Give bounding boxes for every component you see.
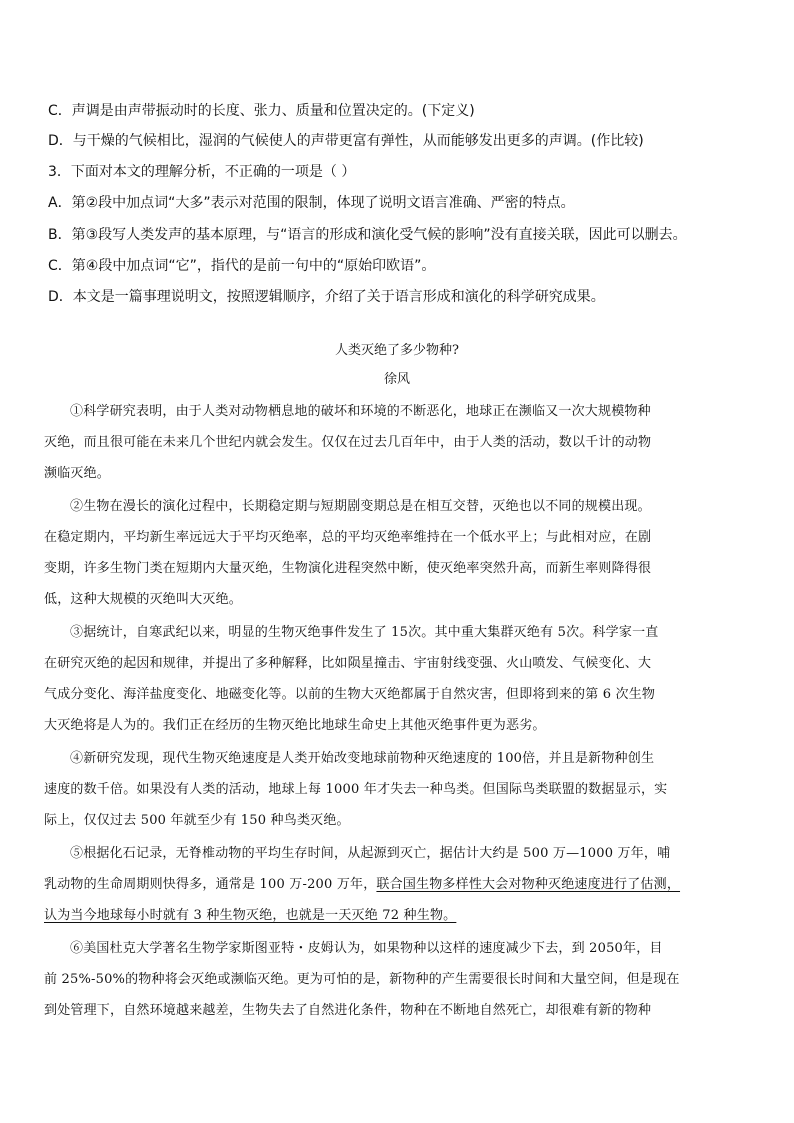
paragraph-2-line: 低，这种大规模的灭绝叫大灭绝。 xyxy=(44,592,243,607)
article-title: 人类灭绝了多少物种? xyxy=(335,343,459,358)
paragraph-6-line: 前 25%-50%的物种将会灭绝或濒临灭绝。更为可怕的是，新物种的产生需要很长时间和大量空间，但是现在 xyxy=(44,972,680,987)
question-2-option-c: C．声调是由声带振动时的长度、张力、质量和位置决定的。(下定义) xyxy=(48,103,475,119)
paragraph-5-line xyxy=(44,907,750,925)
paragraph-3-line: ③据统计，自寒武纪以来，明显的生物灭绝事件发生了 15次。其中重大集群灭绝有 5次。科学家一直 xyxy=(70,625,659,640)
paragraph-1-line: 灭绝，而且很可能在未来几个世纪内就会发生。仅仅在过去几百年中，由于人类的活动，数以千计的动物 xyxy=(44,435,652,450)
paragraph-2-line: ②生物在漫长的演化过程中，长期稳定期与短期剧变期总是在相互交替，灭绝也以不同的规模出现。 xyxy=(70,499,651,514)
paragraph-6-line: ⑥美国杜克大学著名生物学家斯图亚特・皮姆认为，如果物种以这样的速度减少下去，到 2050年，目 xyxy=(70,941,663,956)
paragraph-5-line: ⑤根据化石记录，无脊椎动物的平均生存时间，从起源到灭亡，据估计大约是 500 万—1000 万年，哺 xyxy=(70,846,671,861)
paragraph-5-line xyxy=(44,876,750,894)
paragraph-4-line: 际上，仅仅过去 500 年就至少有 150 种鸟类灭绝。 xyxy=(44,813,350,828)
question-3-option-d: D．本文是一篇事理说明文，按照逻辑顺序，介绍了关于语言形成和演化的科学研究成果。 xyxy=(48,289,605,305)
question-3-option-c: C．第④段中加点词“它”，指代的是前一句中的“原始印欧语”。 xyxy=(48,258,436,274)
question-3-option-a: A．第②段中加点词“大多”表示对范围的限制，体现了说明文语言准确、严密的特点。 xyxy=(48,195,575,211)
paragraph-6-line: 到处管理下，自然环境越来越差，生物失去了自然进化条件，物种在不断地自然死亡，却很难有新的物种 xyxy=(44,1003,652,1018)
article-author: 徐风 xyxy=(383,372,410,387)
paragraph-1-line: 濒临灭绝。 xyxy=(44,466,111,481)
paragraph-3-line: 在研究灭绝的起因和规律，并提出了多种解释，比如陨星撞击、宇宙射线变强、火山喷发、气候变化、大 xyxy=(44,656,652,671)
paragraph-2-line: 在稳定期内，平均新生率远远大于平均灭绝率，总的平均灭绝率维持在一个低水平上；与此相对应，在剧 xyxy=(44,530,652,545)
question-3-option-b: B．第③段写人类发声的基本原理，与“语言的形成和演化受气候的影响”没有直接关联，因此可以删去。 xyxy=(48,227,687,243)
question-3-stem: 3．下面对本文的理解分析，不正确的一项是（ ） xyxy=(48,164,356,180)
paragraph-4-line: 速度的数千倍。如果没有人类的活动，地球上每 1000 年才失去一种鸟类。但国际鸟类联盟的数据显示，实 xyxy=(44,782,668,797)
paragraph-4-line: ④新研究发现，现代生物灭绝速度是人类开始改变地球前物种灭绝速度的 100倍，并且是新物种创生 xyxy=(70,751,655,766)
underlined-sentence: 认为当今地球每小时就有 3 种生物灭绝，也就是一天灭绝 72 种生物。 xyxy=(44,908,457,923)
paragraph-5-text: 乳动物的生命周期则快得多，通常是 100 万-200 万年， xyxy=(44,877,377,892)
question-2-option-d: D．与干燥的气候相比，湿润的气候使人的声带更富有弹性，从而能够发出更多的声调。(作比较) xyxy=(48,133,644,149)
paragraph-3-line: 大灭绝将是人为的。我们正在经历的生物灭绝比地球生命史上其他灭绝事件更为恶劣。 xyxy=(44,718,546,733)
paragraph-2-line: 变期，许多生物门类在短期内大量灭绝，生物演化进程突然中断，使灭绝率突然升高，而新生率则降得很 xyxy=(44,561,652,576)
underlined-sentence: 联合国生物多样性大会对物种灭绝速度进行了估测， xyxy=(376,877,681,892)
paragraph-3-line: 气成分变化、海洋盐度变化、地磁变化等。以前的生物大灭绝都属于自然灾害，但即将到来的第 6 次生物 xyxy=(44,687,656,702)
paragraph-1-line: ①科学研究表明，由于人类对动物栖息地的破坏和环境的不断恶化，地球正在濒临又一次大规模物种 xyxy=(70,404,651,419)
